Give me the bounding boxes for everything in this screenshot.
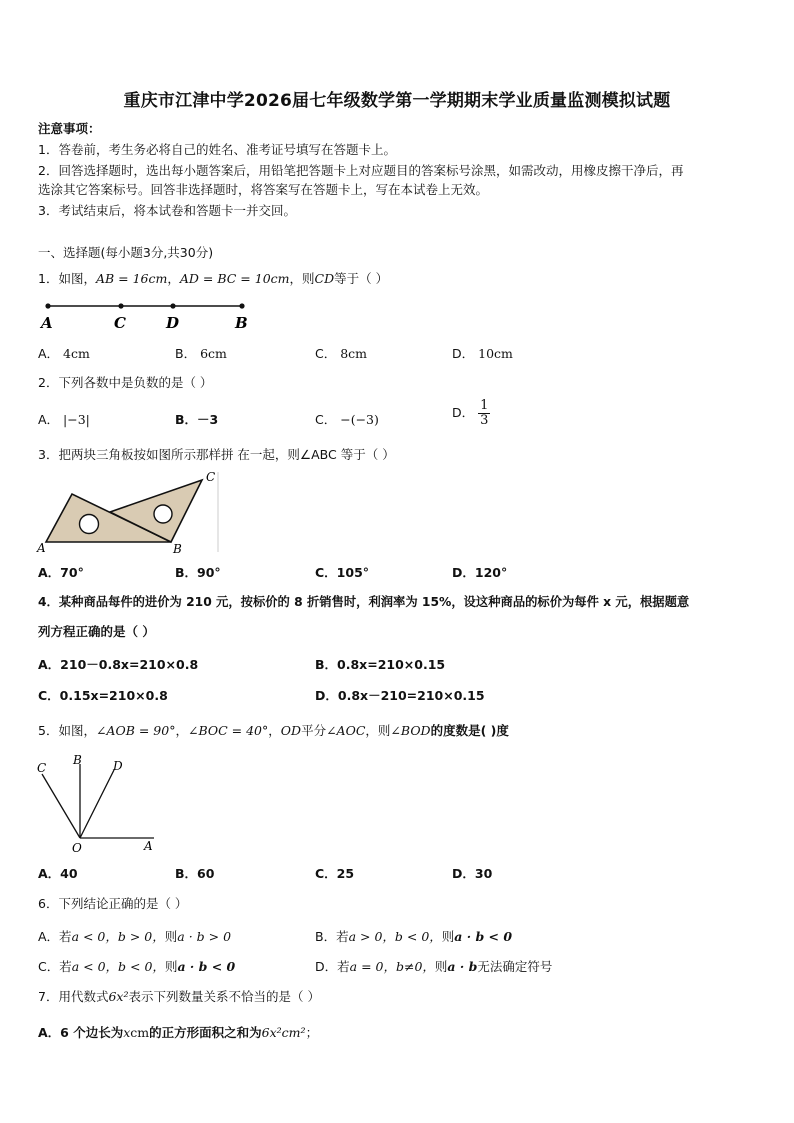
q6-a-prefix: A．若: [38, 929, 72, 944]
q6-option-b[interactable]: [315, 927, 512, 945]
q2-option-d[interactable]: [452, 399, 490, 428]
q6-b-conclusion: a · b < 0: [454, 929, 513, 944]
question-4-stem-b: 列方程正确的是（ ）: [38, 624, 155, 639]
q5-stem-a: 5．如图，: [38, 723, 96, 738]
q1-stem-a: 1．如图，: [38, 271, 96, 286]
q2-option-d-letter: D．: [452, 405, 475, 420]
q2-fraction: [478, 399, 490, 428]
fraction-denominator: 3: [480, 413, 489, 428]
question-2-stem: 2．下列各数中是负数的是（ ）: [38, 375, 213, 390]
q1-segment-figure: [38, 296, 258, 336]
label-b: B: [173, 542, 182, 556]
q7-math-6x2: 6x²: [108, 989, 129, 1004]
q6-option-c[interactable]: [38, 957, 235, 975]
q1-option-d-value: 10cm: [478, 346, 513, 361]
q6-d-condition: a = 0，b≠0，: [349, 959, 435, 974]
q7-option-a[interactable]: [38, 1024, 318, 1042]
q2-option-c-value: −(−3): [340, 412, 379, 427]
label-a: A: [41, 314, 53, 332]
q7-a-unit: cm: [130, 1025, 150, 1040]
right-board-hole: [154, 505, 172, 523]
label-o: O: [72, 841, 82, 855]
q2-option-c-letter: C．: [315, 412, 337, 427]
question-7-stem: [38, 988, 320, 1006]
q5-option-c[interactable]: C．25: [315, 866, 355, 881]
q6-b-condition: a > 0，b < 0，: [348, 929, 442, 944]
label-c: C: [206, 470, 216, 484]
q1-stem-c: 等于（ ）: [334, 271, 389, 286]
q6-a-then: 则: [164, 929, 178, 944]
q4-option-b[interactable]: B．0.8x=210×0.15: [315, 657, 446, 672]
q3-option-b[interactable]: B．90°: [175, 565, 221, 580]
q7-a-middle: 的正方形面积之和为: [149, 1025, 262, 1040]
q4-option-c[interactable]: C．0.15x=210×0.8: [38, 688, 168, 703]
q5-sep-2: ，: [268, 723, 281, 738]
point-d: [170, 303, 175, 308]
q6-a-conclusion: a · b > 0: [177, 929, 232, 944]
question-4-stem-a: 4．某种商品每件的进价为 210 元，按标价的 8 折销售时，利润率为 15%，设这种商品的标价为每件 x 元，根据题意: [38, 595, 690, 609]
note-2a: 2．回答选择题时，选出每小题答案后，用铅笔把答题卡上对应题目的答案标号涂黑，如需改动，用橡皮擦干净后，再: [38, 163, 684, 178]
q2-option-a[interactable]: [38, 410, 90, 428]
q5-math-aob: ∠AOB = 90°: [95, 723, 176, 738]
q5-option-b[interactable]: B．60: [175, 866, 215, 881]
q5-stem-c: ，则: [365, 723, 391, 738]
notes-heading: 注意事项：: [38, 121, 101, 136]
note-2b: 选涂其它答案标号。回答非选择题时，将答案写在答题卡上，写在本试卷上无效。: [38, 182, 489, 197]
q1-sep: ，: [167, 271, 180, 286]
q1-option-a[interactable]: [38, 344, 90, 362]
q6-d-expression: a · b: [447, 959, 478, 974]
q1-stem-b: ，则: [289, 271, 315, 286]
q5-option-a[interactable]: A．40: [38, 866, 78, 881]
question-5-stem: [38, 722, 509, 740]
label-a: A: [37, 541, 46, 555]
q1-math-ad-bc: AD = BC = 10cm: [179, 271, 290, 286]
label-d: D: [166, 314, 180, 332]
q6-d-prefix: D．若: [315, 959, 350, 974]
q7-a-end: ；: [305, 1025, 319, 1040]
q5-angle-figure: [34, 750, 164, 858]
q6-option-a[interactable]: [38, 927, 231, 945]
q7-a-var: x: [123, 1025, 131, 1040]
q5-stem-b: 平分: [301, 723, 327, 738]
q6-d-then: 则: [434, 959, 448, 974]
label-b: B: [235, 314, 248, 332]
q7-stem-b: 表示下列数量关系不恰当的是（ ）: [128, 989, 320, 1004]
point-b: [239, 303, 244, 308]
q2-option-c[interactable]: [315, 410, 379, 428]
q6-c-then: 则: [164, 959, 178, 974]
q1-option-d[interactable]: [452, 344, 513, 362]
question-1-stem: [38, 270, 388, 288]
q1-option-c-value: 8cm: [340, 346, 368, 361]
q6-c-prefix: C．若: [38, 959, 72, 974]
q6-b-prefix: B．若: [315, 929, 349, 944]
section-heading: 一、选择题(每小题3分,共30分): [38, 245, 214, 260]
label-c: C: [37, 761, 47, 775]
q3-option-a[interactable]: A．70°: [38, 565, 84, 580]
note-3: 3．考试结束后，将本试卷和答题卡一并交回。: [38, 203, 296, 218]
page-title: 重庆市江津中学2026届七年级数学第一学期期末学业质量监测模拟试题: [123, 91, 671, 111]
q6-d-suffix: 无法确定符号: [477, 959, 553, 974]
question-3-stem: 3．把两块三角板按如图所示那样拼 在一起，则∠ABC 等于（ ）: [38, 447, 395, 462]
label-b: B: [73, 753, 82, 767]
q1-math-ab: AB = 16cm: [95, 271, 168, 286]
q1-option-c-letter: C．: [315, 346, 337, 361]
ray-od: [80, 770, 114, 838]
q6-b-then: 则: [441, 929, 455, 944]
question-6-stem: 6．下列结论正确的是（ ）: [38, 896, 188, 911]
q5-sep: ，: [175, 723, 188, 738]
q5-math-boc: ∠BOC = 40°: [187, 723, 269, 738]
q4-option-a[interactable]: A．210－0.8x=210×0.8: [38, 657, 199, 672]
q3-option-c[interactable]: C．105°: [315, 565, 370, 580]
left-board-hole: [80, 515, 99, 534]
q1-option-d-letter: D．: [452, 346, 475, 361]
q1-option-b-value: 6cm: [200, 346, 227, 361]
label-d: D: [113, 759, 123, 773]
q1-option-b[interactable]: [175, 344, 227, 362]
label-c: C: [114, 314, 126, 332]
q5-math-bod: ∠BOD: [390, 723, 431, 738]
ray-oc: [42, 774, 80, 838]
q5-option-d[interactable]: D．30: [452, 866, 493, 881]
q1-math-cd: CD: [314, 271, 335, 286]
q4-option-d[interactable]: D．0.8x－210=210×0.15: [315, 688, 485, 703]
q6-a-condition: a < 0，b > 0，: [71, 929, 165, 944]
fraction-numerator: 1: [480, 398, 489, 413]
q1-option-c[interactable]: [315, 344, 367, 362]
q1-option-a-letter: A．: [38, 346, 60, 361]
q6-c-condition: a < 0，b < 0，: [71, 959, 165, 974]
q2-option-a-letter: A．: [38, 412, 60, 427]
point-c: [118, 303, 123, 308]
q3-triangles-figure: [36, 466, 226, 558]
q3-option-d[interactable]: D．120°: [452, 565, 508, 580]
q2-option-a-value: |−3|: [63, 412, 90, 427]
q1-option-a-value: 4cm: [63, 346, 90, 361]
q2-option-b[interactable]: B．－3: [175, 412, 219, 427]
q5-math-od: OD: [280, 723, 302, 738]
q1-option-b-letter: B．: [175, 346, 197, 361]
point-a: [45, 303, 50, 308]
q7-a-expression: 6x²cm²: [261, 1025, 306, 1040]
label-a: A: [144, 839, 153, 853]
q5-stem-d: 的度数是( )度: [430, 723, 509, 738]
q5-math-aoc: ∠AOC: [326, 723, 366, 738]
q6-option-d[interactable]: [315, 957, 552, 975]
q6-c-conclusion: a · b < 0: [177, 959, 236, 974]
q7-stem-a: 7．用代数式: [38, 989, 109, 1004]
q7-a-prefix: A．6 个边长为: [38, 1025, 124, 1040]
note-1: 1．答卷前，考生务必将自己的姓名、准考证号填写在答题卡上。: [38, 142, 396, 157]
